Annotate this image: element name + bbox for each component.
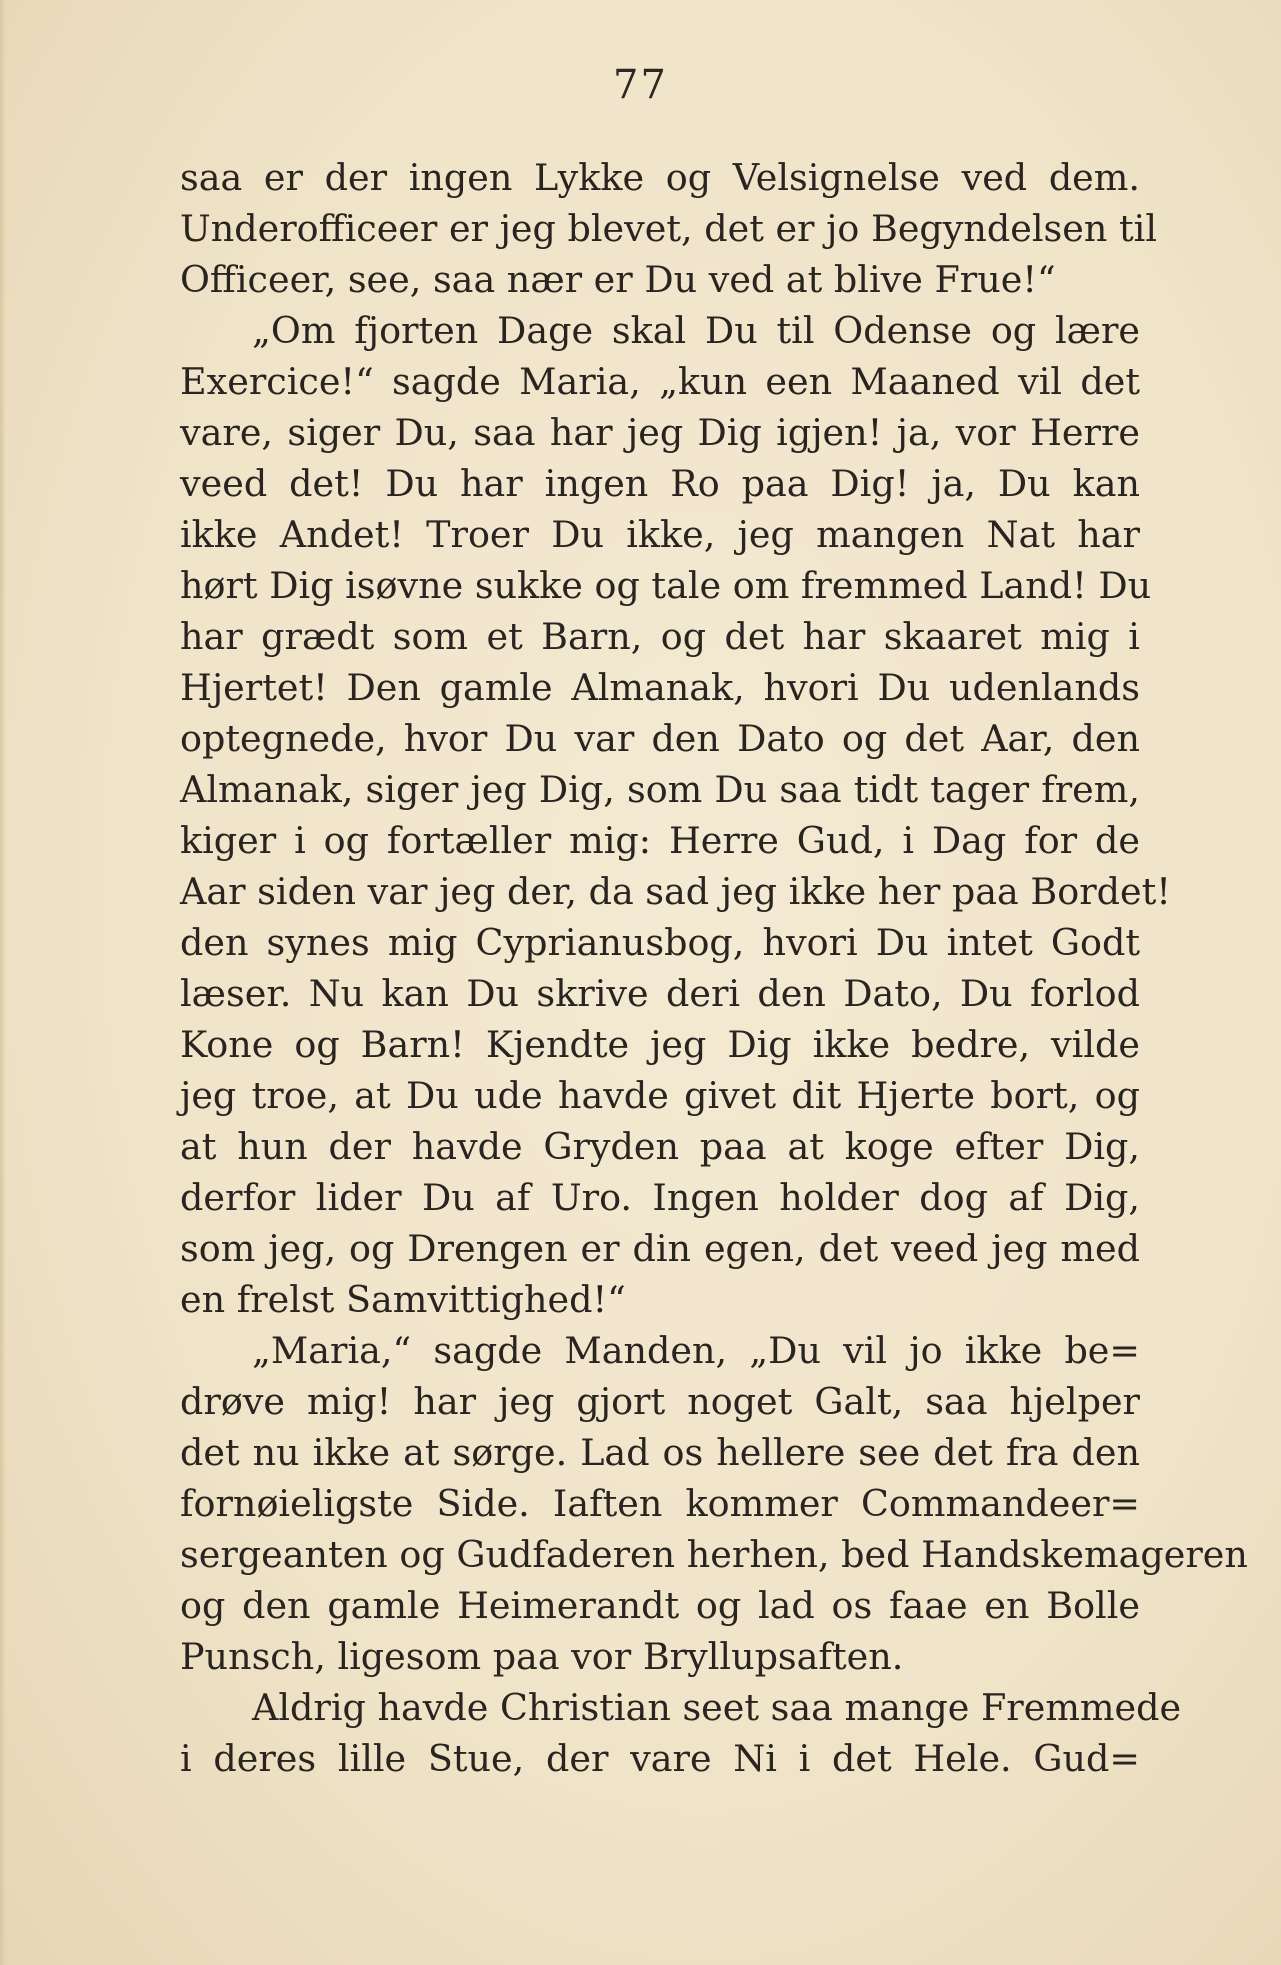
text-line: den synes mig Cyprianusbog, hvori Du intet Godt: [180, 921, 1140, 964]
text-line: veed det! Du har ingen Ro paa Dig! ja, Du kan: [180, 462, 1140, 505]
text-line: hørt Dig isøvne sukke og tale om fremmed Land! Du: [180, 564, 1152, 607]
text-line: sergeanten og Gudfaderen herhen, bed Handskemageren: [180, 1533, 1248, 1576]
text-line: drøve mig! har jeg gjort noget Galt, saa hjelper: [180, 1380, 1140, 1423]
text-line: saa er der ingen Lykke og Velsignelse ved dem.: [180, 156, 1140, 199]
text-line: læser. Nu kan Du skrive deri den Dato, Du forlod: [180, 972, 1140, 1015]
text-line: at hun der havde Gryden paa at koge efter Dig,: [180, 1125, 1140, 1168]
text-line: Hjertet! Den gamle Almanak, hvori Du udenlands: [180, 666, 1140, 709]
body-text: [180, 152, 1248, 1784]
text-line: fornøieligste Side. Iaften kommer Commandeer=: [180, 1482, 1140, 1525]
text-line: jeg troe, at Du ude havde givet dit Hjerte bort, og: [180, 1074, 1140, 1117]
text-line: Exercice!“ sagde Maria, „kun een Maaned vil det: [180, 360, 1140, 403]
text-line: Aldrig havde Christian seet saa mange Fremmede: [252, 1686, 1182, 1729]
page-edge-shadow: [0, 0, 6, 1965]
text-line: optegnede, hvor Du var den Dato og det Aar, den: [180, 717, 1140, 760]
text-line: derfor lider Du af Uro. Ingen holder dog af Dig,: [180, 1176, 1140, 1219]
text-line: Almanak, siger jeg Dig, som Du saa tidt tager frem,: [180, 768, 1140, 811]
text-line: „Maria,“ sagde Manden, „Du vil jo ikke be=: [252, 1329, 1140, 1372]
text-line: en frelst Samvittighed!“: [180, 1278, 626, 1321]
text-line: som jeg, og Drengen er din egen, det veed jeg med: [180, 1227, 1140, 1270]
text-line: kiger i og fortæller mig: Herre Gud, i Dag for de: [180, 819, 1140, 862]
text-line: Underofficeer er jeg blevet, det er jo Begyndelsen til: [180, 207, 1158, 250]
page-number: 77: [613, 62, 668, 108]
text-line: Aar siden var jeg der, da sad jeg ikke her paa Bordet!: [180, 870, 1171, 913]
text-line: vare, siger Du, saa har jeg Dig igjen! ja, vor Herre: [180, 411, 1140, 454]
text-line: Punsch, ligesom paa vor Bryllupsaften.: [180, 1635, 904, 1678]
text-line: har grædt som et Barn, og det har skaaret mig i: [180, 615, 1140, 658]
text-line: „Om fjorten Dage skal Du til Odense og lære: [252, 309, 1140, 352]
text-line: i deres lille Stue, der vare Ni i det Hele. Gud=: [180, 1737, 1140, 1780]
text-line: Kone og Barn! Kjendte jeg Dig ikke bedre, vilde: [180, 1023, 1140, 1066]
text-line: det nu ikke at sørge. Lad os hellere see det fra den: [180, 1431, 1140, 1474]
text-line: ikke Andet! Troer Du ikke, jeg mangen Nat har: [180, 513, 1140, 556]
text-line: Officeer, see, saa nær er Du ved at blive Frue!“: [180, 258, 1056, 301]
text-line: og den gamle Heimerandt og lad os faae en Bolle: [180, 1584, 1140, 1627]
